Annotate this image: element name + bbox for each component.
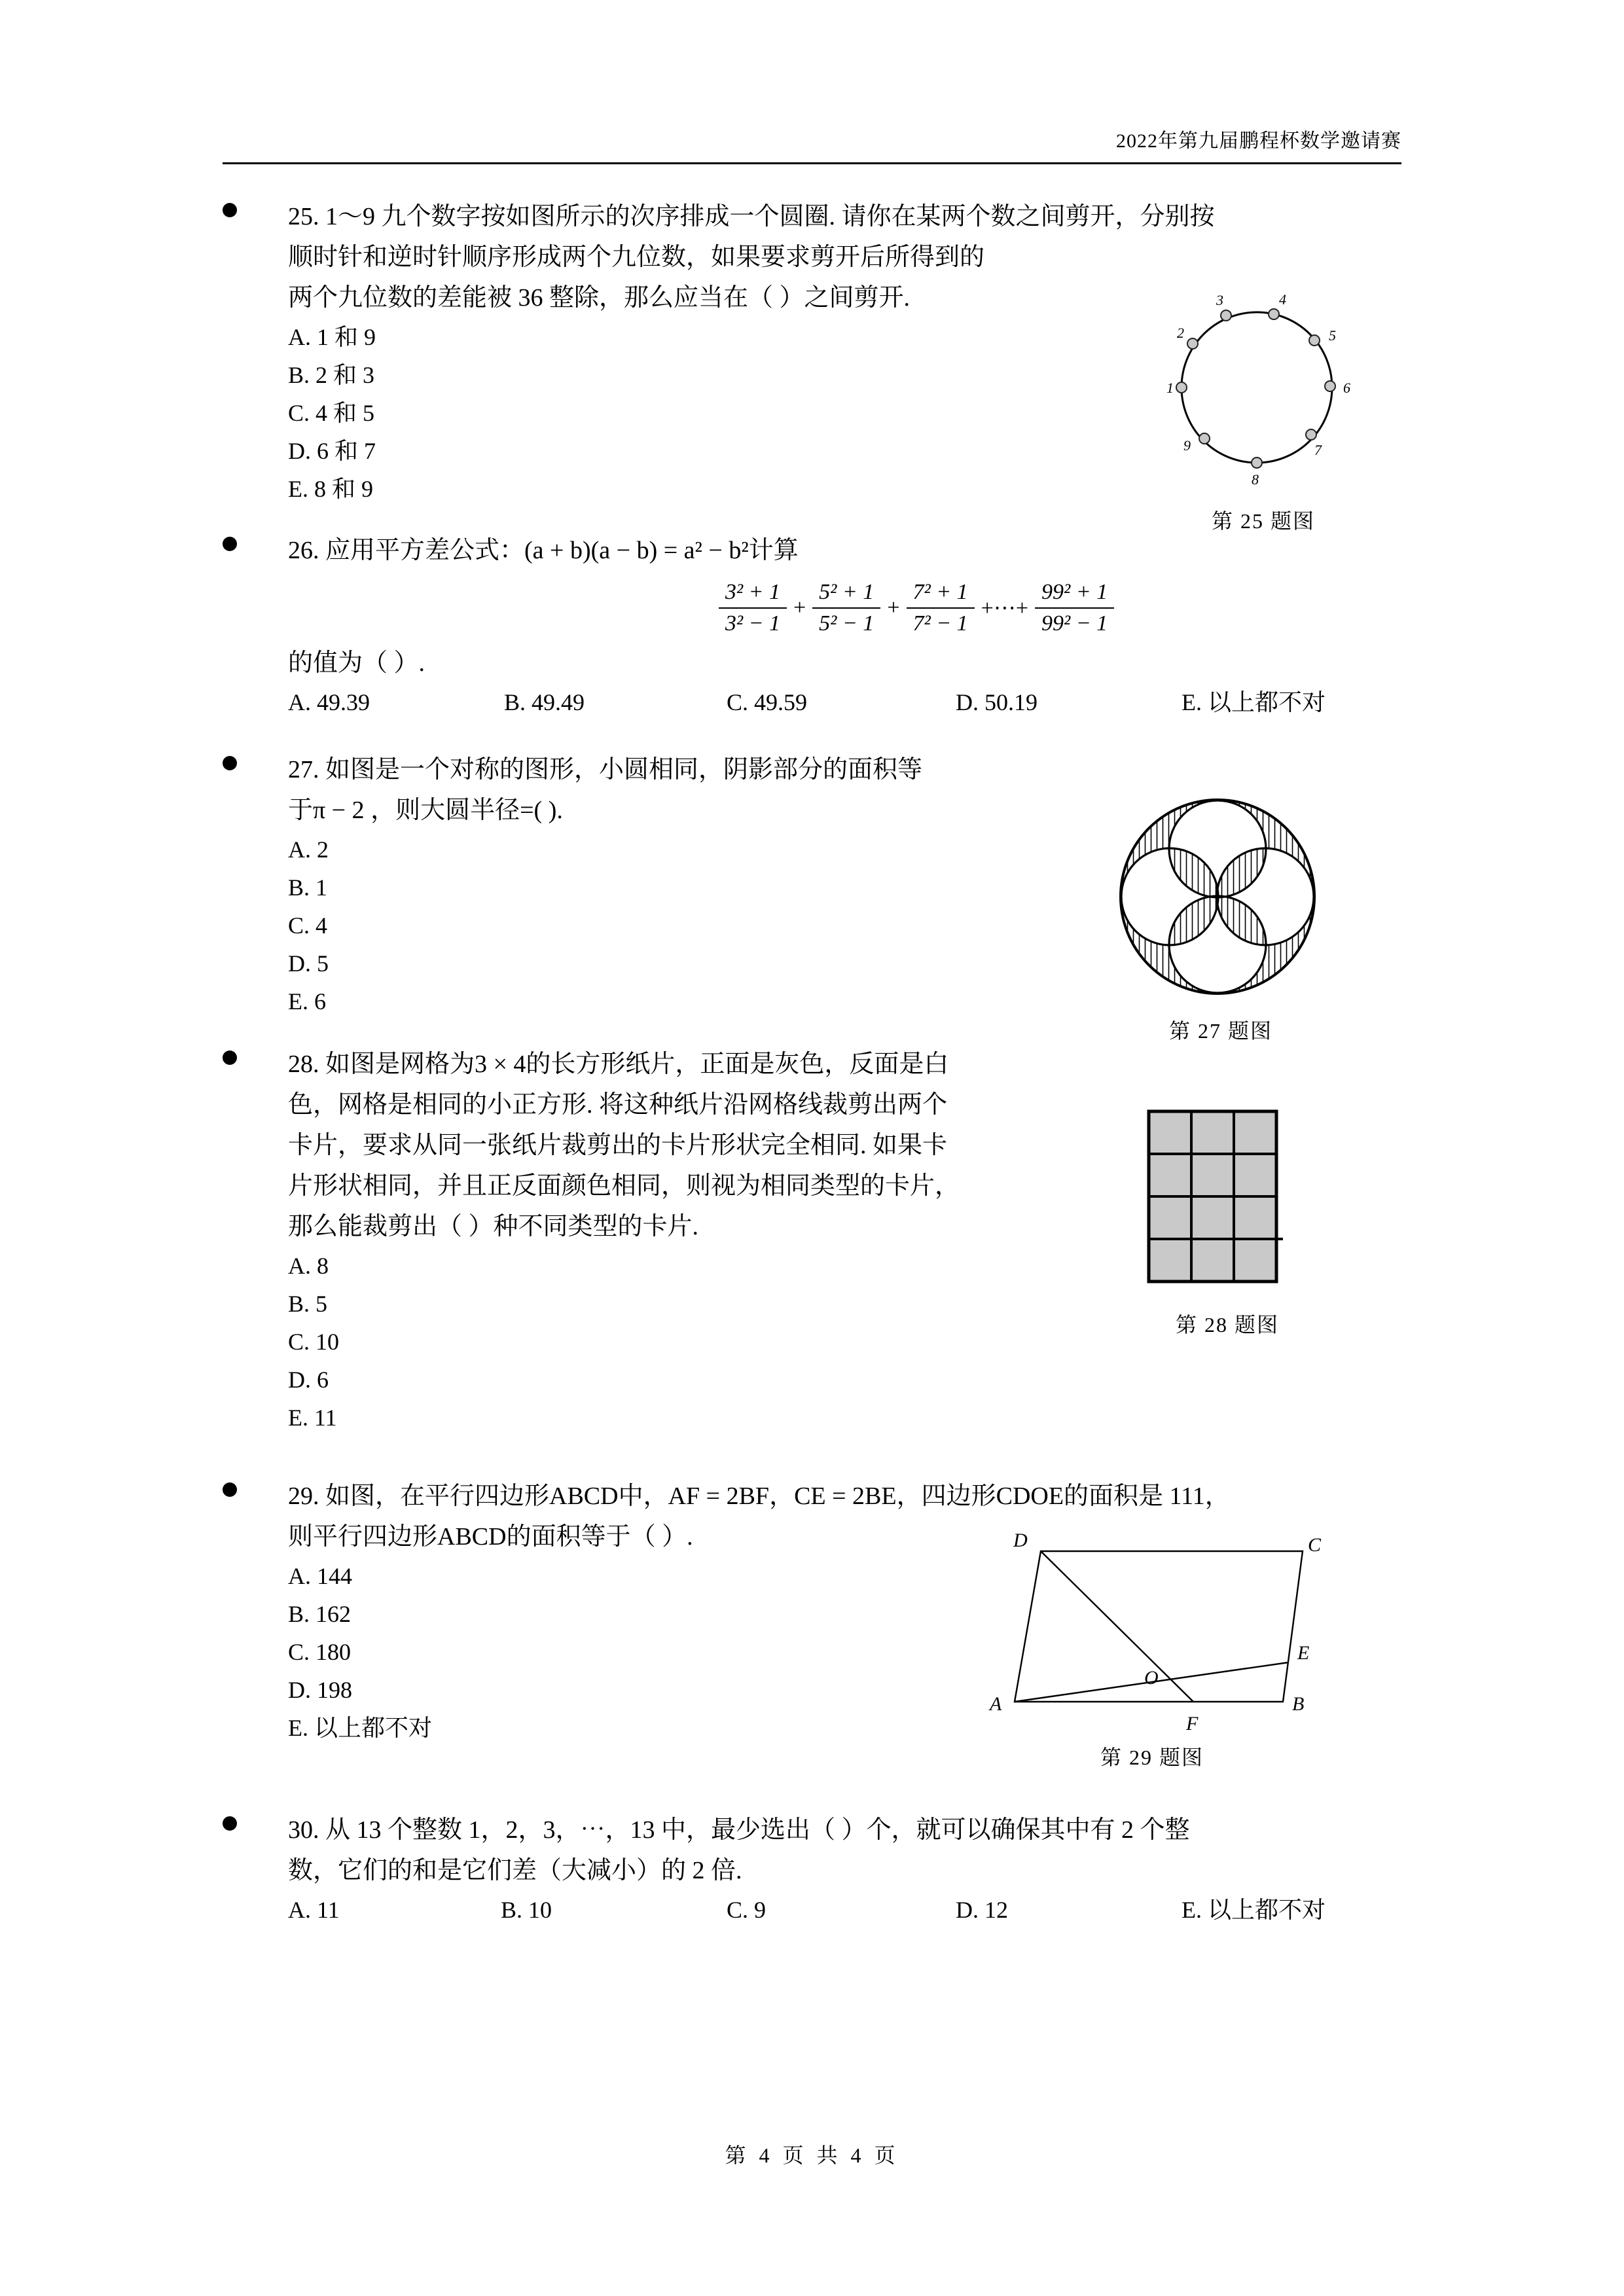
question-30-line-2: 数，它们的和是它们差（大减小）的 2 倍.: [288, 1857, 742, 1884]
question-29-option-b[interactable]: B. 162: [288, 1601, 352, 1627]
question-27-option-b[interactable]: B. 1: [288, 874, 328, 901]
page-footer: 第 4 页 共 4 页: [725, 2144, 899, 2167]
svg-text:3: 3: [1216, 292, 1223, 308]
question-28: [223, 1044, 1093, 1437]
circle-diagram: [1139, 275, 1375, 497]
svg-text:D: D: [1013, 1530, 1028, 1551]
bullet-icon: [223, 756, 237, 770]
question-30: [223, 1810, 1466, 1929]
figure-27-caption: 第 27 题图: [1168, 1019, 1272, 1043]
fraction-numerator: 3² + 1: [719, 580, 787, 609]
question-27-line-1: 27. 如图是一个对称的图形，小圆相同，阴影部分的面积等: [288, 756, 923, 783]
svg-text:1: 1: [1166, 380, 1174, 396]
figure-28: [1142, 1106, 1358, 1338]
question-29-line-2: 则平行四边形ABCD的面积等于（ ）.: [288, 1523, 693, 1551]
question-30-line-1: 30. 从 13 个整数 1，2，3，⋯，13 中，最少选出（ ）个，就可以确保其中有 2 个整: [288, 1816, 1190, 1844]
symmetric-circles-diagram: [1113, 789, 1322, 1005]
question-28-option-d[interactable]: D. 6: [288, 1367, 329, 1393]
page-header: [223, 124, 1401, 177]
question-25-option-d[interactable]: D. 6 和 7: [288, 438, 376, 464]
fraction-numerator: 99² + 1: [1035, 580, 1114, 609]
question-25-option-e[interactable]: E. 8 和 9: [288, 476, 373, 502]
question-29-option-c[interactable]: C. 180: [288, 1639, 352, 1665]
question-28-option-c[interactable]: C. 10: [288, 1329, 340, 1355]
question-25-option-c[interactable]: C. 4 和 5: [288, 400, 375, 426]
bullet-icon: [223, 1816, 237, 1831]
fraction-term-1: [719, 580, 787, 636]
question-26-option-d[interactable]: D. 50.19: [956, 689, 1038, 715]
question-28-option-a[interactable]: A. 8: [288, 1253, 329, 1279]
question-28-line-2: 色，网格是相同的小正方形. 将这种纸片沿网格线裁剪出两个: [288, 1091, 948, 1119]
question-26-inline-formula: (a + b)(a − b) = a² − b²计算: [524, 537, 799, 564]
question-26: [223, 530, 1466, 721]
question-27-line-2: 于π − 2 ，则大圆半径=( ).: [288, 797, 563, 824]
question-28-line-3: 卡片，要求从同一张纸片裁剪出的卡片形状完全相同. 如果卡: [288, 1132, 948, 1159]
svg-text:8: 8: [1252, 471, 1259, 488]
figure-28-caption: 第 28 题图: [1175, 1313, 1279, 1336]
svg-text:B: B: [1292, 1693, 1305, 1715]
question-25-option-b[interactable]: B. 2 和 3: [288, 362, 375, 388]
bullet-icon: [223, 1050, 237, 1065]
question-25-line-3: 两个九位数的差能被 36 整除，那么应当在（ ）之间剪开.: [288, 284, 911, 312]
svg-text:4: 4: [1279, 291, 1286, 308]
plus-sign: +: [887, 596, 900, 620]
question-28-line-5: 那么能裁剪出（ ）种不同类型的卡片.: [288, 1213, 699, 1240]
bullet-icon: [223, 1482, 237, 1497]
bullet-icon: [223, 203, 237, 217]
svg-text:F: F: [1186, 1713, 1199, 1734]
question-29-option-a[interactable]: A. 144: [288, 1563, 352, 1589]
question-29-option-e[interactable]: E. 以上都不对: [288, 1715, 432, 1741]
question-28-line-1: 28. 如图是网格为3 × 4的长方形纸片，正面是灰色，反面是白: [288, 1050, 949, 1078]
svg-text:7: 7: [1314, 442, 1322, 458]
question-28-option-b[interactable]: B. 5: [288, 1291, 328, 1317]
question-26-option-e[interactable]: E. 以上都不对: [1182, 689, 1326, 715]
header-title: 2022年第九届鹏程杯数学邀请赛: [1116, 130, 1401, 152]
question-25-line-1: 25. 1～9 九个数字按如图所示的次序排成一个圆圈. 请你在某两个数之间剪开，分别按: [288, 203, 1215, 230]
ellipsis-operator: +⋯+: [981, 596, 1028, 620]
question-30-option-b[interactable]: B. 10: [501, 1897, 552, 1923]
fraction-denominator: 7² − 1: [912, 611, 968, 636]
question-27-option-e[interactable]: E. 6: [288, 988, 326, 1014]
fraction-numerator: 7² + 1: [907, 580, 975, 609]
fraction-term-3: [907, 580, 975, 636]
question-29-line-1: 29. 如图，在平行四边形ABCD中，AF = 2BF，CE = 2BE，四边形CDOE的面积是 111，: [288, 1482, 1230, 1510]
svg-text:A: A: [990, 1693, 1002, 1715]
question-25-line-2: 顺时针和逆时针顺序形成两个九位数，如果要求剪开后所得到的: [288, 243, 985, 271]
question-27-option-a[interactable]: A. 2: [288, 836, 329, 863]
fraction-denominator: 99² − 1: [1041, 611, 1108, 636]
figure-25: [1139, 275, 1388, 535]
question-30-options: [288, 1891, 1466, 1929]
svg-text:O: O: [1144, 1667, 1159, 1689]
question-30-option-e[interactable]: E. 以上都不对: [1182, 1897, 1326, 1923]
question-30-option-a[interactable]: A. 11: [288, 1897, 340, 1923]
question-28-line-4: 片形状相同，并且正反面颜色相同，则视为相同类型的卡片，: [288, 1172, 960, 1200]
question-27-option-d[interactable]: D. 5: [288, 950, 329, 977]
fraction-denominator: 5² − 1: [819, 611, 875, 636]
question-25-option-a[interactable]: A. 1 和 9: [288, 324, 376, 350]
question-27: [223, 749, 1074, 1020]
svg-text:6: 6: [1343, 380, 1350, 396]
fraction-term-2: [812, 580, 880, 636]
question-26-lead: [288, 530, 1466, 571]
question-26-option-b[interactable]: B. 49.49: [504, 689, 585, 715]
question-26-option-c[interactable]: C. 49.59: [727, 689, 808, 715]
question-26-formula: [288, 580, 1466, 636]
question-30-option-c[interactable]: C. 9: [727, 1897, 767, 1923]
figure-29-caption: 第 29 题图: [1100, 1746, 1204, 1769]
figure-25-caption: 第 25 题图: [1211, 509, 1315, 533]
parallelogram-diagram: [975, 1522, 1329, 1738]
question-26-tail: 的值为（ ）.: [288, 649, 425, 677]
question-27-option-c[interactable]: C. 4: [288, 912, 328, 939]
question-26-option-a[interactable]: A. 49.39: [288, 689, 370, 715]
svg-text:E: E: [1297, 1642, 1310, 1664]
figure-27: [1113, 789, 1329, 1045]
grid-paper-diagram: [1142, 1106, 1312, 1302]
header-divider: [223, 162, 1401, 164]
fraction-denominator: 3² − 1: [725, 611, 780, 636]
svg-text:9: 9: [1183, 437, 1191, 454]
question-29-option-d[interactable]: D. 198: [288, 1677, 352, 1703]
figure-29: [975, 1522, 1342, 1771]
fraction-numerator: 5² + 1: [812, 580, 880, 609]
question-30-option-d[interactable]: D. 12: [956, 1897, 1008, 1923]
plus-sign: +: [793, 596, 806, 620]
svg-text:2: 2: [1177, 325, 1184, 341]
question-26-options: [288, 683, 1466, 721]
fraction-term-4: [1035, 580, 1114, 636]
svg-text:C: C: [1308, 1534, 1322, 1556]
svg-text:5: 5: [1329, 327, 1336, 344]
question-28-option-e[interactable]: E. 11: [288, 1405, 337, 1431]
bullet-icon: [223, 537, 237, 551]
question-26-lead-text: 26. 应用平方差公式：: [288, 537, 525, 564]
